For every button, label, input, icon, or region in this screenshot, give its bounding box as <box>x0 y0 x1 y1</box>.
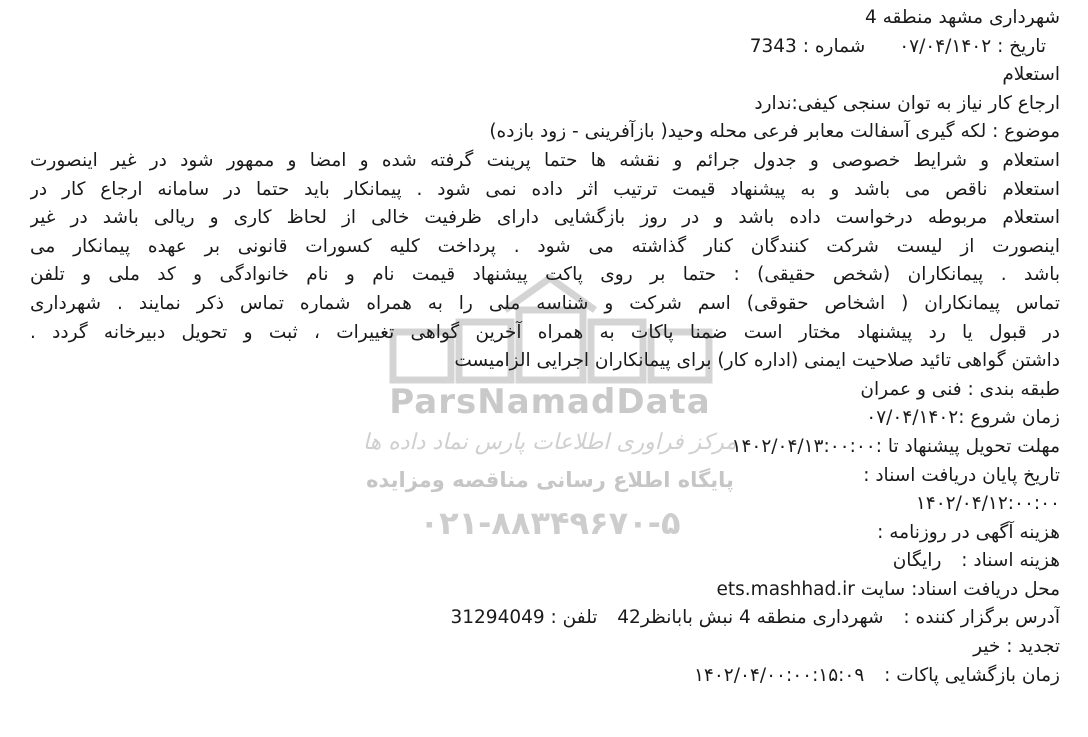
watermark-brand: ParsNamadData <box>389 382 711 422</box>
conditions-line: استعلام ناقص می باشد و به پیشنهاد قیمت ترتیب اثر داده نمی شود . پیمانکار باید حتما در سامانه ارجاع کار در <box>30 178 1060 200</box>
conditions-line: اینصورت از لیست شرکت کنندگان کنار گذاشته می شود . پرداخت کلیه کسورات قانونی بر عهده پیمانکار می <box>30 235 1060 257</box>
docs-place-url: ets.mashhad.ir <box>716 578 855 600</box>
number-label: شماره : <box>802 35 866 57</box>
deadline-label: مهلت تحویل پیشنهاد تا : <box>875 435 1060 457</box>
phone-value: 31294049 <box>450 607 545 629</box>
watermark-tagline: پایگاه اطلاع رسانی مناقصه ومزایده <box>366 468 734 492</box>
start-time-value: ۰۷/۰۴/۱۴۰۲ <box>866 407 959 429</box>
watermark-phone: ۰۲۱-۸۸۳۴۹۶۷۰-۵ <box>419 504 681 542</box>
date-value: ۰۷/۰۴/۱۴۰۲ <box>899 35 992 57</box>
watermark-subtitle: مرکز فراوری اطلاعات پارس نماد داده ها <box>362 430 738 455</box>
document-type: استعلام <box>1002 64 1060 86</box>
category-line: طبقه بندی : فنی و عمران <box>860 378 1060 400</box>
docs-end-label: تاریخ پایان دریافت اسناد : <box>863 464 1060 486</box>
date-number-line <box>30 33 1060 62</box>
start-time-label: زمان شروع : <box>958 407 1060 429</box>
number-value: 7343 <box>749 35 797 57</box>
docs-end-value: ۱۴۰۲/۰۴/۱۲:۰۰:۰۰ <box>915 493 1060 515</box>
conditions-line: استعلام و شرایط خصوصی و جدول جرائم و نقشه ها حتما پرینت گرفته شده و امضا و ممهور شود در غیر اینصورت <box>30 149 1060 171</box>
docs-place-label: محل دریافت اسناد: سایت <box>860 578 1060 600</box>
deadline-value: ۱۴۰۲/۰۴/۱۳:۰۰:۰۰ <box>731 435 876 457</box>
conditions-line: تماس پیمانکاران ( اشخاص حقوقی) اسم شرکت و شناسه ملی را به همراه شماره تماس ذکر نمایند . شهرداری <box>30 292 1060 314</box>
opening-value: ۱۴۰۲/۰۴/۰۰:۰۰:۱۵:۰۹ <box>694 664 865 686</box>
docs-cost-line <box>30 547 1060 576</box>
deadline-line <box>30 433 1060 462</box>
renewal-line: تجدید : خیر <box>973 636 1060 658</box>
start-time-line <box>30 404 1060 433</box>
conditions-line: باشد . پیمانکاران (شخص حقیقی) : حتما بر روی پاکت پیشنهاد قیمت نام و نام خانوادگی و کد ملی و تلفن <box>30 264 1060 286</box>
docs-cost-label: هزینه اسناد : <box>961 550 1060 572</box>
address-label: آدرس برگزار کننده : <box>903 607 1060 629</box>
date-label: تاریخ : <box>997 35 1046 57</box>
conditions-line: داشتن گواهی تائید صلاحیت ایمنی (اداره کار) برای پیمانکاران اجرایی الزامیست <box>454 350 1060 372</box>
referral-note: ارجاع کار نیاز به توان سنجی کیفی:ندارد <box>754 92 1060 114</box>
docs-place-line <box>30 576 1060 605</box>
conditions-line: استعلام مربوطه درخواست داده باشد و در روز بازگشایی دارای ظرفیت خالی از لحاظ کاری و ریالی باشد در غیر <box>30 207 1060 229</box>
subject-line: موضوع : لکه گیری آسفالت معابر فرعی محله وحید( بازآفرینی - زود بازده) <box>489 121 1060 143</box>
conditions-line: در قبول یا رد پیشنهاد مختار است ضمنا پاکات به همراه آخرین گواهی تغییرات ، ثبت و تحویل دبیرخانه گردد . <box>30 321 1060 343</box>
opening-line <box>30 662 1060 691</box>
address-line <box>30 604 1060 633</box>
docs-cost-value: رایگان <box>892 550 942 572</box>
phone-label: تلفن : <box>550 607 598 629</box>
address-value: شهرداری منطقه 4 نبش بابانظر42 <box>617 607 884 629</box>
opening-label: زمان بازگشایی پاکات : <box>884 664 1060 686</box>
ad-cost-line: هزینه آگهی در روزنامه : <box>877 521 1060 543</box>
tender-notice <box>30 4 1060 690</box>
conditions-paragraph <box>30 147 1060 376</box>
org-title: شهرداری مشهد منطقه 4 <box>864 7 1060 28</box>
